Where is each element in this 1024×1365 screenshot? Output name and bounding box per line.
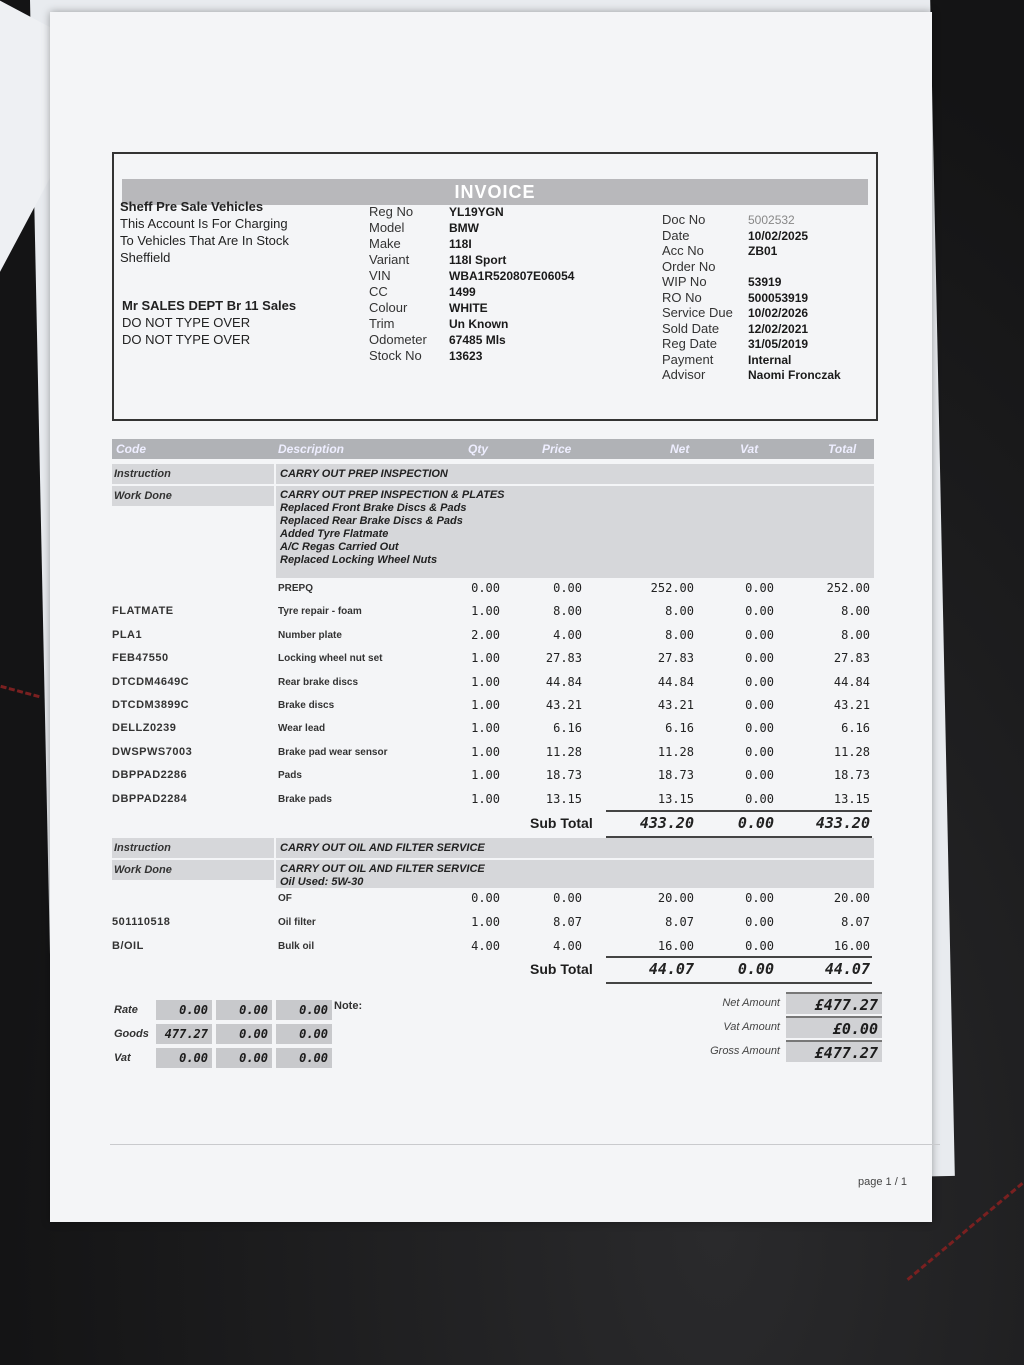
account-line: This Account Is For Charging xyxy=(120,216,288,231)
line-price: 4.00 xyxy=(553,627,582,642)
note-label: Note: xyxy=(334,1000,363,1012)
line-description: Number plate xyxy=(278,629,342,641)
workdone-text: CARRY OUT OIL AND FILTER SERVICE Oil Used: 5W-30 xyxy=(280,863,485,888)
line-code: DWSPWS7003 xyxy=(112,745,193,758)
rate-cell: 0.00 xyxy=(156,1048,212,1068)
line-price: 11.28 xyxy=(545,744,582,759)
line-qty: 1.00 xyxy=(471,674,500,689)
line-price: 8.00 xyxy=(553,604,582,619)
line-description: Pads xyxy=(278,770,302,782)
vehicle-value: WBA1R520807E06054 xyxy=(449,269,575,283)
line-code: DTCDM4649C xyxy=(112,675,190,688)
line-vat: 0.00 xyxy=(745,651,774,666)
line-price: 18.73 xyxy=(545,768,582,783)
account-line: Sheffield xyxy=(120,250,171,265)
doc-label: Advisor xyxy=(662,367,706,382)
line-net: 18.73 xyxy=(657,768,694,783)
line-net: 44.84 xyxy=(657,674,694,689)
doc-value: ZB01 xyxy=(748,244,778,258)
vehicle-label: Reg No xyxy=(369,204,414,219)
invoice-header-box xyxy=(112,152,878,421)
line-vat: 0.00 xyxy=(745,768,774,783)
line-description: OF xyxy=(278,893,292,904)
doc-label: Acc No xyxy=(662,243,704,258)
doc-label: Service Due xyxy=(662,305,733,320)
line-qty: 0.00 xyxy=(471,891,500,905)
line-description: Oil filter xyxy=(278,917,316,928)
subtotal-rule xyxy=(606,982,872,984)
vehicle-label: CC xyxy=(369,284,388,299)
rate-cell: 477.27 xyxy=(156,1024,212,1044)
account-note: DO NOT TYPE OVER xyxy=(122,332,251,347)
line-total: 8.00 xyxy=(841,627,870,642)
subtotal-net: 433.20 xyxy=(639,814,694,832)
vehicle-label: Stock No xyxy=(369,348,422,363)
page-number: page 1 / 1 xyxy=(858,1176,907,1188)
line-vat: 0.00 xyxy=(745,581,774,595)
line-total: 27.83 xyxy=(833,651,870,666)
line-item-row xyxy=(112,578,874,600)
doc-value: 10/02/2026 xyxy=(748,306,809,320)
rate-cell: 0.00 xyxy=(216,1000,272,1020)
subtotal-row xyxy=(112,812,874,836)
line-code: PLA1 xyxy=(112,628,143,641)
line-price: 4.00 xyxy=(553,939,582,953)
col-net: Net xyxy=(670,442,690,456)
vehicle-value: 118I Sport xyxy=(449,253,507,267)
line-total: 16.00 xyxy=(833,939,870,953)
line-qty: 0.00 xyxy=(471,581,500,595)
rate-cell: 0.00 xyxy=(276,1024,332,1044)
doc-label: Doc No xyxy=(662,212,706,227)
line-description: Brake pad wear sensor xyxy=(278,746,388,758)
subtotal-label: Sub Total xyxy=(530,961,593,977)
doc-value: 10/02/2025 xyxy=(748,228,809,243)
line-vat: 0.00 xyxy=(745,891,774,905)
col-code: Code xyxy=(116,442,146,456)
line-price: 0.00 xyxy=(553,891,582,905)
line-total: 20.00 xyxy=(833,891,870,905)
subtotal-net: 44.07 xyxy=(648,960,694,978)
vehicle-label: Make xyxy=(369,236,401,251)
line-item-row xyxy=(112,672,874,694)
line-qty: 2.00 xyxy=(471,627,500,642)
line-total: 11.28 xyxy=(833,744,870,759)
line-vat: 0.00 xyxy=(745,698,774,712)
instruction-text: CARRY OUT PREP INSPECTION xyxy=(280,468,448,480)
line-price: 43.21 xyxy=(545,698,582,712)
vehicle-label: Variant xyxy=(369,252,410,267)
line-net: 20.00 xyxy=(657,891,694,905)
line-price: 6.16 xyxy=(553,721,582,736)
total-label: Gross Amount xyxy=(710,1045,780,1057)
vehicle-value: WHITE xyxy=(449,301,488,315)
line-item-row xyxy=(112,888,874,910)
doc-label: WIP No xyxy=(662,274,707,289)
subtotal-vat: 0.00 xyxy=(737,814,774,832)
line-vat: 0.00 xyxy=(745,674,774,689)
line-price: 8.07 xyxy=(553,915,582,929)
line-qty: 4.00 xyxy=(471,939,500,953)
doc-value: 31/05/2019 xyxy=(748,337,809,351)
doc-value: 12/02/2021 xyxy=(748,321,809,336)
total-value: £0.00 xyxy=(786,1016,882,1038)
vehicle-label: Trim xyxy=(369,316,395,331)
vehicle-value: 13623 xyxy=(449,349,483,363)
line-net: 252.00 xyxy=(650,581,694,595)
line-total: 44.84 xyxy=(833,674,870,689)
line-price: 27.83 xyxy=(545,651,582,666)
rate-row-label: Vat xyxy=(114,1052,131,1064)
line-net: 27.83 xyxy=(657,651,694,666)
account-line: To Vehicles That Are In Stock xyxy=(120,233,289,248)
line-qty: 1.00 xyxy=(471,604,500,619)
vehicle-value: 1499 xyxy=(449,285,476,299)
subtotal-row xyxy=(112,958,874,982)
line-description: Brake discs xyxy=(278,700,335,711)
col-price: Price xyxy=(542,442,572,456)
doc-label: Payment xyxy=(662,351,714,367)
rate-row-label: Goods xyxy=(114,1028,149,1040)
line-total: 6.16 xyxy=(841,721,870,736)
doc-label: Order No xyxy=(662,258,716,274)
invoice-page xyxy=(50,12,932,1222)
rate-cell: 0.00 xyxy=(276,1048,332,1068)
doc-value: 53919 xyxy=(748,275,782,289)
doc-label: Sold Date xyxy=(662,320,720,336)
line-code: DBPPAD2284 xyxy=(112,792,188,805)
line-item-row xyxy=(112,718,874,740)
doc-label: RO No xyxy=(662,289,702,305)
line-qty: 1.00 xyxy=(471,721,500,736)
line-vat: 0.00 xyxy=(745,604,774,619)
line-vat: 0.00 xyxy=(745,721,774,736)
col-description: Description xyxy=(278,442,345,456)
line-item-row xyxy=(112,912,874,934)
line-total: 13.15 xyxy=(833,791,870,806)
vehicle-label: VIN xyxy=(369,268,391,283)
workdone-label: Work Done xyxy=(114,490,172,502)
footer-divider xyxy=(110,1144,940,1145)
col-vat: Vat xyxy=(740,442,759,456)
account-contact: Mr SALES DEPT Br 11 Sales xyxy=(122,298,297,313)
col-qty: Qty xyxy=(468,442,489,456)
doc-value: Naomi Fronczak xyxy=(748,368,841,382)
line-net: 8.00 xyxy=(665,604,694,619)
line-code: 501110518 xyxy=(112,916,171,928)
line-code: B/OIL xyxy=(112,940,144,952)
doc-value: 500053919 xyxy=(748,290,809,305)
line-vat: 0.00 xyxy=(745,627,774,642)
line-item-row xyxy=(112,742,874,764)
line-qty: 1.00 xyxy=(471,915,500,929)
line-description: PREPQ xyxy=(278,583,314,594)
line-description: Rear brake discs xyxy=(278,676,359,688)
line-vat: 0.00 xyxy=(745,791,774,806)
rate-row-label: Rate xyxy=(114,1004,138,1016)
account-note: DO NOT TYPE OVER xyxy=(122,315,251,330)
line-code: FLATMATE xyxy=(112,605,174,618)
instruction-label: Instruction xyxy=(114,468,171,480)
vehicle-value: YL19YGN xyxy=(449,205,504,219)
line-code: DTCDM3899C xyxy=(112,699,190,711)
line-price: 13.15 xyxy=(545,791,582,806)
line-description: Tyre repair - foam xyxy=(278,606,362,618)
total-value: £477.27 xyxy=(786,992,882,1014)
rate-cell: 0.00 xyxy=(216,1048,272,1068)
line-net: 6.16 xyxy=(665,721,694,736)
line-item-row xyxy=(112,648,874,670)
line-description: Wear lead xyxy=(278,723,326,735)
total-label: Net Amount xyxy=(722,997,780,1009)
line-qty: 1.00 xyxy=(471,651,500,666)
line-qty: 1.00 xyxy=(471,744,500,759)
rate-cell: 0.00 xyxy=(156,1000,212,1020)
invoice-title: INVOICE xyxy=(122,179,868,205)
subtotal-total: 44.07 xyxy=(824,960,870,978)
doc-label: Reg Date xyxy=(662,336,717,351)
line-net: 43.21 xyxy=(657,698,694,712)
line-item-row xyxy=(112,936,874,958)
line-qty: 1.00 xyxy=(471,791,500,806)
vehicle-label: Model xyxy=(369,220,405,235)
doc-value: Internal xyxy=(748,352,792,367)
line-price: 0.00 xyxy=(553,581,582,595)
line-code: DELLZ0239 xyxy=(112,722,177,735)
total-label: Vat Amount xyxy=(723,1021,780,1033)
line-vat: 0.00 xyxy=(745,915,774,929)
workdone-label: Work Done xyxy=(114,864,172,876)
line-net: 8.00 xyxy=(665,627,694,642)
line-net: 8.07 xyxy=(665,915,694,929)
line-description: Brake pads xyxy=(278,793,332,805)
vehicle-label: Colour xyxy=(369,300,408,315)
line-items-header xyxy=(112,439,874,459)
line-net: 16.00 xyxy=(657,939,694,953)
line-total: 8.07 xyxy=(841,915,870,929)
line-price: 44.84 xyxy=(545,674,582,689)
vehicle-value: 67485 Mls xyxy=(449,333,506,347)
instruction-text: CARRY OUT OIL AND FILTER SERVICE xyxy=(280,842,485,854)
vehicle-value: 118I xyxy=(449,237,472,251)
line-vat: 0.00 xyxy=(745,939,774,953)
vehicle-value: BMW xyxy=(449,221,479,235)
rate-cell: 0.00 xyxy=(276,1000,332,1020)
line-item-row xyxy=(112,695,874,717)
col-total: Total xyxy=(828,442,857,456)
line-code: DBPPAD2286 xyxy=(112,769,188,782)
line-qty: 1.00 xyxy=(471,698,500,712)
line-net: 13.15 xyxy=(657,791,694,806)
total-value: £477.27 xyxy=(786,1040,882,1062)
line-item-row xyxy=(112,625,874,647)
line-qty: 1.00 xyxy=(471,768,500,783)
doc-label: Date xyxy=(662,227,690,243)
account-name: Sheff Pre Sale Vehicles xyxy=(120,199,264,214)
line-item-row xyxy=(112,765,874,787)
doc-value: 5002532 xyxy=(748,213,795,227)
subtotal-total: 433.20 xyxy=(815,814,870,832)
workdone-text: CARRY OUT PREP INSPECTION & PLATES Replaced Front Brake Discs & Pads Replaced Rear Brake Discs & Pads Added Tyre Flatmate A/C Regas Carried Out Replaced Locking Wheel Nuts xyxy=(280,489,505,566)
line-total: 18.73 xyxy=(833,768,870,783)
subtotal-label: Sub Total xyxy=(530,815,593,831)
line-vat: 0.00 xyxy=(745,744,774,759)
line-description: Locking wheel nut set xyxy=(278,653,383,665)
line-total: 252.00 xyxy=(826,581,870,595)
line-item-row xyxy=(112,601,874,623)
vehicle-value: Un Known xyxy=(449,317,509,331)
line-net: 11.28 xyxy=(657,744,694,759)
line-total: 43.21 xyxy=(833,698,870,712)
line-code: FEB47550 xyxy=(112,652,169,665)
line-total: 8.00 xyxy=(841,604,870,619)
instruction-label: Instruction xyxy=(114,842,171,854)
vehicle-label: Odometer xyxy=(369,332,427,347)
rate-cell: 0.00 xyxy=(216,1024,272,1044)
line-item-row xyxy=(112,789,874,811)
subtotal-vat: 0.00 xyxy=(737,960,774,978)
line-description: Bulk oil xyxy=(278,941,315,952)
